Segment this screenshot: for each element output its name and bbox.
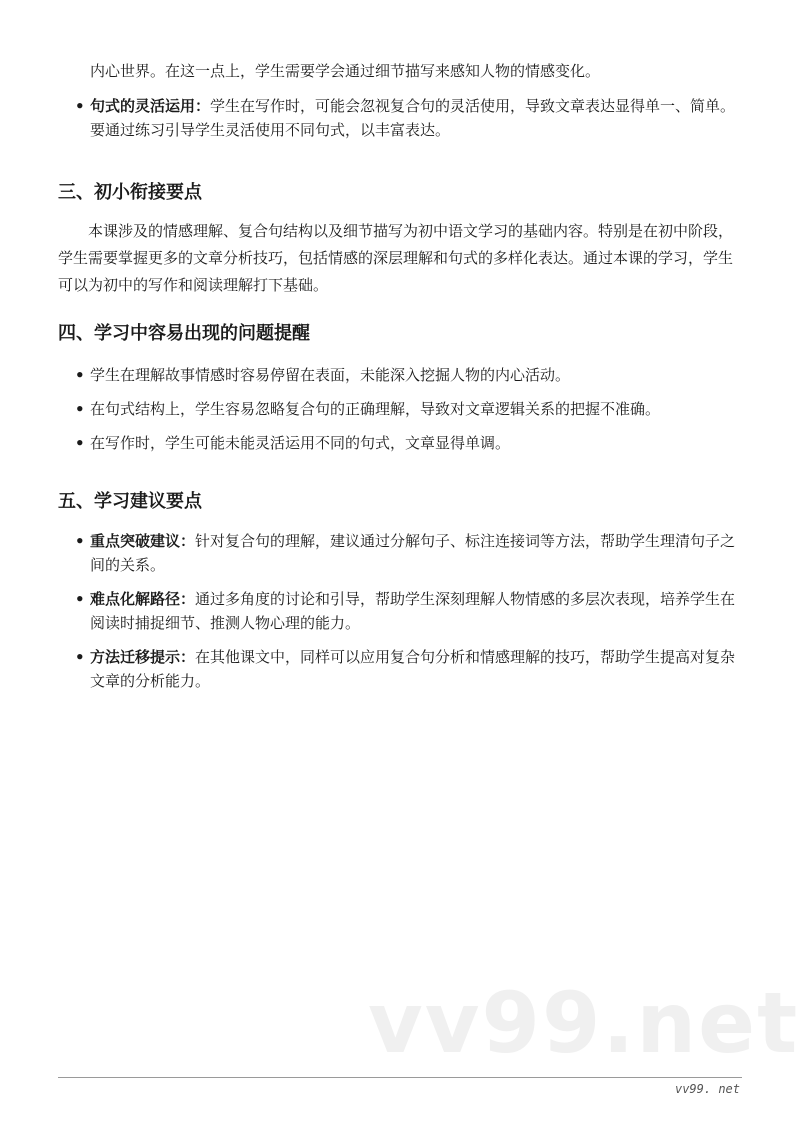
item-text: 在句式结构上，学生容易忽略复合句的正确理解，导致对文章逻辑关系的把握不准确。 — [90, 400, 661, 418]
list-item — [58, 431, 742, 455]
footer-url: vv99. net — [674, 1082, 740, 1096]
list-item — [58, 529, 742, 577]
bullet-icon: • — [75, 532, 85, 550]
item-text: 通过多角度的讨论和引导，帮助学生深刻理解人物情感的多层次表现，培养学生在阅读时捕捉细节、推测人物心理的能力。 — [90, 590, 736, 632]
list-item — [58, 645, 742, 693]
item-text: 学生在写作时，可能会忽视复合句的灵活使用，导致文章表达显得单一、简单。要通过练习引导学生灵活使用不同句式，以丰富表达。 — [90, 97, 736, 139]
continuation-text: 内心世界。在这一点上，学生需要学会通过细节描写来感知人物的情感变化。 — [90, 62, 601, 80]
item-label: 难点化解路径： — [90, 590, 196, 608]
item-label: 句式的灵活运用： — [90, 97, 211, 115]
section-paragraph-3: 本课涉及的情感理解、复合句结构以及细节描写为初中语文学习的基础内容。特别是在初中阶段，学生需要掌握更多的文章分析技巧，包括情感的深层理解和句式的多样化表达。通过本课的学习，学生可以为初中的写作和阅读理解打下基础。 — [58, 222, 734, 294]
bullet-icon: • — [75, 400, 85, 418]
section-heading-5: 五、学习建议要点 — [58, 491, 202, 512]
issues-list — [58, 363, 742, 455]
bullet-icon: • — [75, 590, 85, 608]
list-item — [58, 587, 742, 635]
item-label: 方法迁移提示： — [90, 648, 196, 666]
suggestions-list — [58, 529, 742, 693]
bullet-icon: • — [75, 97, 85, 115]
item-text: 学生在理解故事情感时容易停留在表面，未能深入挖掘人物的内心活动。 — [90, 366, 571, 384]
item-text: 在其他课文中，同样可以应用复合句分析和情感理解的技巧，帮助学生提高对复杂文章的分析能力。 — [90, 648, 736, 690]
item-label: 重点突破建议： — [90, 532, 196, 550]
item-text: 在写作时，学生可能未能灵活运用不同的句式，文章显得单调。 — [90, 434, 511, 452]
list-item — [58, 94, 742, 142]
top-bullet-list — [58, 94, 742, 142]
list-item — [58, 397, 742, 421]
watermark: vv99.net — [368, 974, 800, 1072]
bullet-icon: • — [75, 648, 85, 666]
document-content — [58, 58, 742, 703]
bullet-icon: • — [75, 434, 85, 452]
section-heading-4: 四、学习中容易出现的问题提醒 — [58, 323, 310, 344]
bullet-icon: • — [75, 366, 85, 384]
footer-divider — [58, 1077, 742, 1078]
list-item — [58, 363, 742, 387]
section-heading-3: 三、初小衔接要点 — [58, 182, 202, 203]
item-text: 针对复合句的理解，建议通过分解句子、标注连接词等方法，帮助学生理清句子之间的关系。 — [90, 532, 736, 574]
